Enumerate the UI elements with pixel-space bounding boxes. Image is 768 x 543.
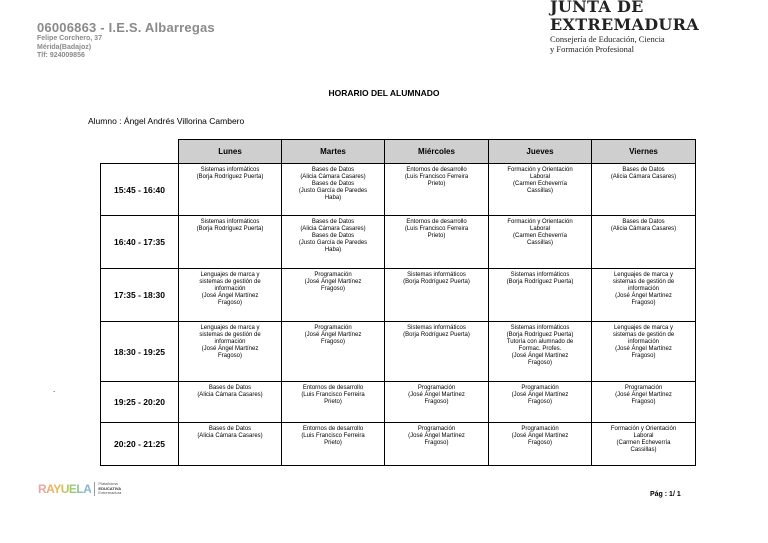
day-header: Jueves [489, 140, 592, 164]
class-cell: Lenguajes de marca y sistemas de gestión de información (José Ángel Martínez Fragoso) [179, 322, 282, 382]
class-cell: Bases de Datos (Alicia Cámara Casares) [179, 423, 282, 466]
page-number: Pág : 1/ 1 [650, 491, 681, 498]
page-title: HORARIO DEL ALUMNADO [328, 88, 440, 98]
class-cell: Entornos de desarrollo (Luis Francisco Ferreira Prieto) [282, 423, 385, 466]
day-header: Lunes [179, 140, 282, 164]
school-header [37, 20, 215, 61]
table-row [101, 164, 696, 216]
day-header: Viernes [592, 140, 696, 164]
class-cell: Programación (José Ángel Martínez Fragoso) [385, 423, 489, 466]
junta-line: Consejería de Educación, Ciencia [550, 34, 665, 44]
class-cell: Programación (José Ángel Martínez Fragoso) [592, 382, 696, 423]
class-cell: Sistemas informáticos (Borja Rodríguez Puerta) [489, 269, 592, 322]
class-cell: Programación (José Ángel Martínez Fragoso) [489, 423, 592, 466]
class-cell: Programación (José Ángel Martínez Fragoso) [385, 382, 489, 423]
table-row [101, 322, 696, 382]
table-row [101, 216, 696, 269]
time-slot: 19:25 - 20:20 [101, 382, 179, 423]
corner-cell [101, 140, 179, 164]
class-cell: Sistemas informáticos (Borja Rodríguez Puerta) Tutoría con alumnado de Formac. Profes. (José Ángel Martínez Fragoso) [489, 322, 592, 382]
school-city-line: Mérida(Badajoz) [37, 43, 92, 51]
class-cell: Entornos de desarrollo (Luis Francisco Ferreira Prieto) [282, 382, 385, 423]
school-name: 06006863 - I.E.S. Albarregas [37, 20, 215, 35]
class-cell: Sistemas informáticos (Borja Rodríguez Puerta) [179, 216, 282, 269]
junta-title: JUNTA DE EXTREMADURA [550, 0, 699, 34]
class-cell: Bases de Datos (Alicia Cámara Casares) Bases de Datos (Justo García de Paredes Haba) [282, 216, 385, 269]
class-cell: Bases de Datos (Alicia Cámara Casares) Bases de Datos (Justo García de Paredes Haba) [282, 164, 385, 216]
stray-mark: . [53, 385, 56, 394]
schedule-table [100, 139, 696, 466]
class-cell: Bases de Datos (Alicia Cámara Casares) [592, 164, 696, 216]
logo-divider [94, 482, 95, 496]
rayuela-logo [38, 482, 121, 496]
class-cell: Programación (José Ángel Martínez Fragoso) [282, 269, 385, 322]
table-row [101, 269, 696, 322]
class-cell: Lenguajes de marca y sistemas de gestión de información (José Ángel Martínez Fragoso) [179, 269, 282, 322]
class-cell: Entornos de desarrollo (Luis Francisco Ferreira Prieto) [385, 164, 489, 216]
class-cell: Entornos de desarrollo (Luis Francisco Ferreira Prieto) [385, 216, 489, 269]
class-cell: Sistemas informáticos (Borja Rodríguez Puerta) [179, 164, 282, 216]
class-cell: Bases de Datos (Alicia Cámara Casares) [179, 382, 282, 423]
time-slot: 18:30 - 19:25 [101, 322, 179, 382]
junta-logo [550, 0, 768, 54]
time-slot: 16:40 - 17:35 [101, 216, 179, 269]
class-cell: Bases de Datos (Alicia Cámara Casares) [592, 216, 696, 269]
class-cell: Lenguajes de marca y sistemas de gestión de información (José Ángel Martínez Fragoso) [592, 269, 696, 322]
student-name: Alumno : Ángel Andrés Villorina Cambero [88, 116, 245, 126]
logo-sub-line: Extremadura [98, 490, 122, 496]
rayuela-wordmark-text: RAYUELA [38, 482, 92, 496]
rayuela-wordmark [38, 482, 91, 496]
time-slot: 20:20 - 21:25 [101, 423, 179, 466]
class-cell: Programación (José Ángel Martínez Fragoso) [282, 322, 385, 382]
day-header: Miércoles [385, 140, 489, 164]
class-cell: Formación y Orientación Laboral (Carmen Echeverría Cassillas) [592, 423, 696, 466]
time-slot: 15:45 - 16:40 [101, 164, 179, 216]
school-address-line: Felipe Corchero, 37 [37, 35, 102, 42]
class-cell: Sistemas informáticos (Borja Rodríguez Puerta) [385, 322, 489, 382]
table-row [101, 423, 696, 466]
class-cell: Programación (José Ángel Martínez Fragoso) [489, 382, 592, 423]
junta-line: y Formación Profesional [550, 44, 635, 54]
time-slot: 17:35 - 18:30 [101, 269, 179, 322]
schedule-header-row [101, 140, 696, 164]
class-cell: Formación y Orientación Laboral (Carmen Echeverría Cassillas) [489, 164, 592, 216]
rayuela-subtitle [98, 482, 121, 496]
logo-sub-line: Plataforma [98, 481, 118, 487]
class-cell: Lenguajes de marca y sistemas de gestión de información (José Ángel Martínez Fragoso) [592, 322, 696, 382]
class-cell: Formación y Orientación Laboral (Carmen Echeverría Cassillas) [489, 216, 592, 269]
school-phone-line: Tlf: 924009856 [37, 52, 85, 59]
logo-sub-line: EDUCATIVA [98, 485, 122, 491]
day-header: Martes [282, 140, 385, 164]
table-row [101, 382, 696, 423]
class-cell: Sistemas informáticos (Borja Rodríguez Puerta) [385, 269, 489, 322]
